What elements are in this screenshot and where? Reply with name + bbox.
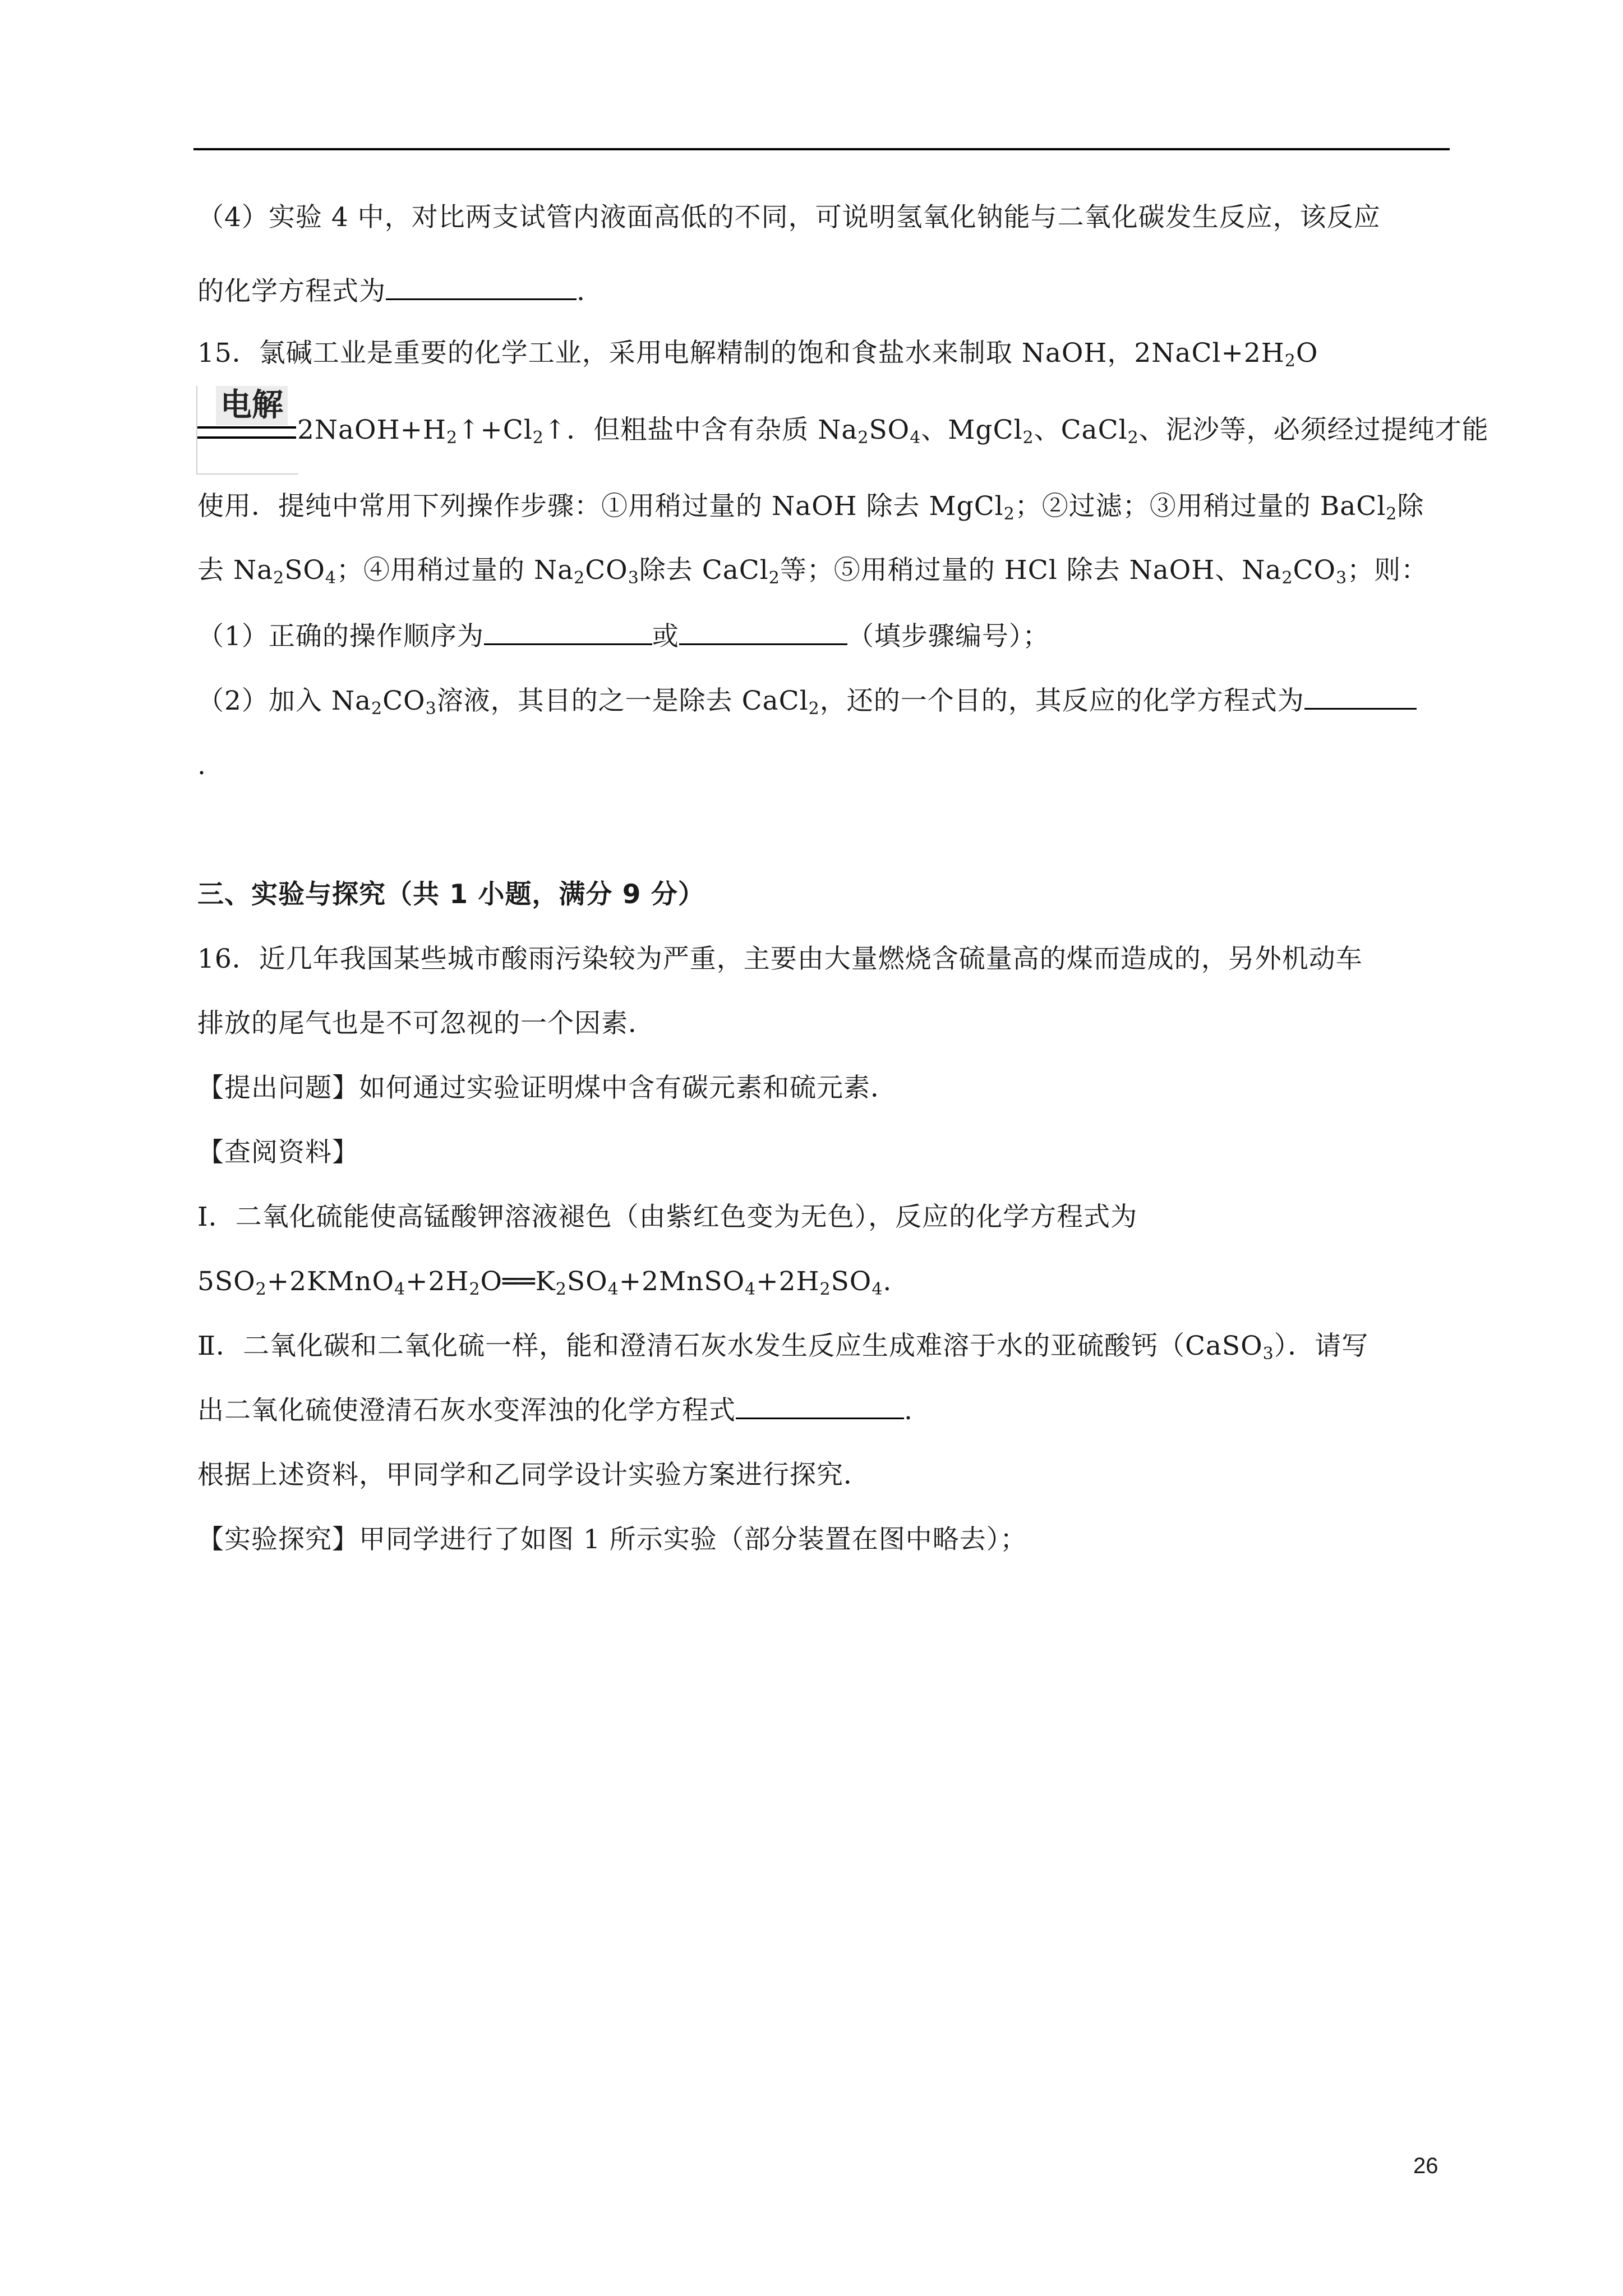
page-number: 26 [1413, 2154, 1438, 2178]
q15-sub2: （2）加入 $Na_2CO_3$溶液，其目的之一是除去 CaCl$_2$，还的一个目的，其反应的化学方程式为 [197, 682, 1417, 721]
q16-explore: 【实验探究】甲同学进行了如图 1 所示实验（部分装置在图中略去）； [197, 1524, 1027, 1555]
q15-line3: 使用．提纯中常用下列操作步骤：①用稍过量的 NaOH 除去 MgCl$_2$；②过滤；③用稍过量的 BaCl$_2$除 [197, 491, 1424, 524]
q16-line1: 16．近几年我国某些城市酸雨污染较为严重，主要由大量燃烧含硫量高的煤而造成的，另外机动车 [197, 944, 1363, 974]
q15-sub1: （1）正确的操作顺序为 或 （填步骤编号）； [197, 621, 1050, 652]
q16-line2: 排放的尾气也是不可忽视的一个因素． [197, 1008, 655, 1039]
answer-blank[interactable] [736, 1395, 904, 1419]
answer-blank[interactable] [1304, 685, 1417, 710]
q16-item2-line1: Ⅱ．二氧化碳和二氧化硫一样，能和澄清石灰水发生反应生成难溶于水的亚硫酸钙（CaSO$_3$）．请写 [197, 1331, 1369, 1364]
q16-plan: 根据上述资料，甲同学和乙同学设计实验方案进行探究． [197, 1460, 870, 1490]
q16-item2-line2: 出二氧化硫使澄清石灰水变浑浊的化学方程式 . [197, 1395, 913, 1426]
answer-blank[interactable] [386, 276, 577, 300]
electrolysis-condition-label: 电解 [216, 386, 288, 425]
q16-material: 【查阅资料】 [197, 1137, 359, 1168]
q16-equation: $5SO_2+2KMnO_4+2H_2O══K_2SO_4+2MnSO_4+2H_2SO_4$. [197, 1266, 892, 1299]
section-heading: 三、实验与探究（共 1 小题，满分 9 分） [197, 879, 705, 910]
equals-sign [197, 426, 296, 439]
q15-sub2-end: . [197, 750, 206, 781]
q15-line1: 15．氯碱工业是重要的化学工业，采用电解精制的饱和食盐水来制取 NaOH，$2NaCl+2H_2O$ [197, 338, 1318, 371]
answer-blank[interactable] [679, 621, 847, 645]
q15-line4: 去 $Na_2SO_4$；④用稍过量的 $Na_2CO_3$除去 CaCl$_2$等；⑤用稍过量的 HCl 除去 NaOH、$Na_2CO_3$；则： [197, 555, 1428, 588]
answer-blank[interactable] [484, 621, 652, 645]
header-rule [193, 148, 1450, 150]
q15-line2: $2NaOH+H_2↑+Cl_2↑$．但粗盐中含有杂质 $Na_2SO_4$、MgCl$_2$、CaCl$_2$、泥沙等，必须经过提纯才能 [297, 415, 1489, 448]
q14-part4-line2: 的化学方程式为 . [197, 276, 585, 307]
q14-part4-line1: （4）实验 4 中，对比两支试管内液面高低的不同，可说明氢氧化钠能与二氧化碳发生反应，该反应 [197, 202, 1381, 233]
q16-question: 【提出问题】如何通过实验证明煤中含有碳元素和硫元素． [197, 1073, 897, 1103]
q16-item1: Ⅰ．二氧化硫能使高锰酸钾溶液褪色（由紫红色变为无色），反应的化学方程式为 [197, 1202, 1138, 1232]
